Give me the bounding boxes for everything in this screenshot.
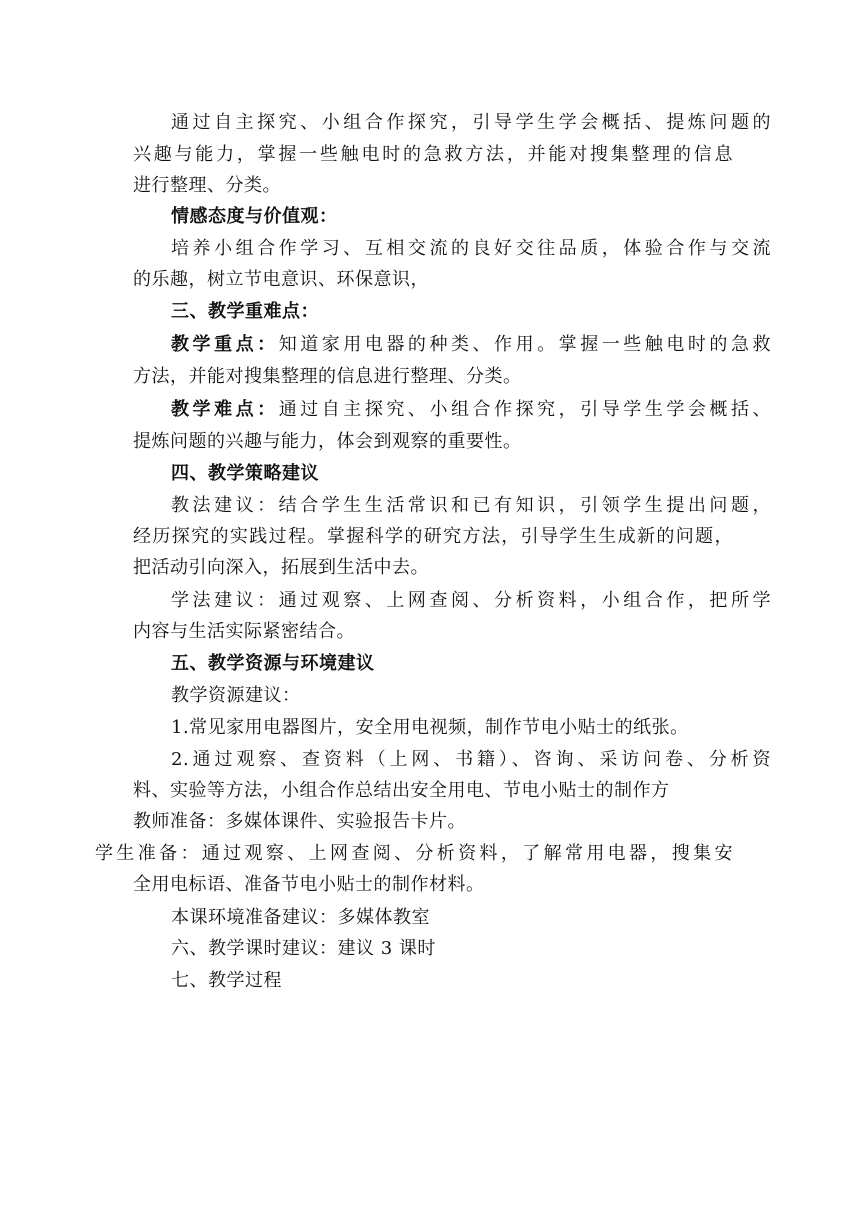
paragraph-line: 方法，并能对搜集整理的信息进行整理、分类。 [133, 366, 522, 387]
paragraph-line: 学法建议：通过观察、上网查阅、分析资料，小组合作，把所学 [171, 590, 771, 611]
paragraph-line: 全用电标语、准备节电小贴士的制作材料。 [133, 874, 485, 895]
paragraph-line [133, 330, 771, 360]
paragraph-line: 内容与生活实际紧密结合。 [133, 621, 355, 642]
paragraph-line [133, 395, 771, 425]
paragraph-line: 教学资源建议： [171, 685, 301, 706]
paragraph-line: 把活动引向深入，拓展到生活中去。 [133, 557, 429, 578]
paragraph-line: 经历探究的实践过程。掌握科学的研究方法，引导学生生成新的问题， [133, 526, 733, 547]
section-heading: 情感态度与价值观： [171, 206, 338, 227]
paragraph-line: 教师准备：多媒体课件、实验报告卡片。 [133, 811, 466, 832]
section-heading: 三、教学重难点： [171, 301, 319, 322]
list-item: 2.通过观察、查资料（上网、书籍）、咨询、采访问卷、分析资 [171, 749, 771, 770]
list-item: 1.常见家用电器图片，安全用电视频，制作节电小贴士的纸张。 [171, 717, 689, 738]
paragraph-line: 培养小组合作学习、互相交流的良好交往品质，体验合作与交流 [171, 238, 771, 259]
paragraph-line: 六、教学课时建议：建议 3 课时 [171, 938, 436, 959]
key-point-text: 知道家用电器的种类、作用。掌握一些触电时的急救 [278, 334, 771, 355]
paragraph-line: 料、实验等方法，小组合作总结出安全用电、节电小贴士的制作方 [133, 780, 670, 801]
difficulty-text: 通过自主探究、小组合作探究，引导学生学会概括、 [278, 399, 771, 420]
section-heading: 四、教学策略建议 [171, 463, 319, 484]
paragraph-line: 通过自主探究、小组合作探究，引导学生学会概括、提炼问题的 [171, 112, 771, 133]
paragraph-line: 本课环境准备建议：多媒体教室 [171, 907, 430, 928]
paragraph-line: 七、教学过程 [171, 970, 282, 991]
paragraph-line: 学生准备：通过观察、上网查阅、分析资料，了解常用电器，搜集安 [95, 843, 733, 864]
paragraph-line: 兴趣与能力，掌握一些触电时的急救方法，并能对搜集整理的信息 [133, 144, 733, 165]
paragraph-line: 的乐趣，树立节电意识、环保意识， [133, 269, 429, 290]
paragraph-line: 进行整理、分类。 [133, 175, 281, 196]
difficulty-label: 教学难点： [171, 399, 279, 420]
paragraph-line: 提炼问题的兴趣与能力，体会到观察的重要性。 [133, 431, 522, 452]
section-heading: 五、教学资源与环境建议 [171, 653, 375, 674]
paragraph-line: 教法建议：结合学生生活常识和已有知识，引领学生提出问题， [171, 495, 771, 516]
key-point-label: 教学重点： [171, 334, 279, 355]
